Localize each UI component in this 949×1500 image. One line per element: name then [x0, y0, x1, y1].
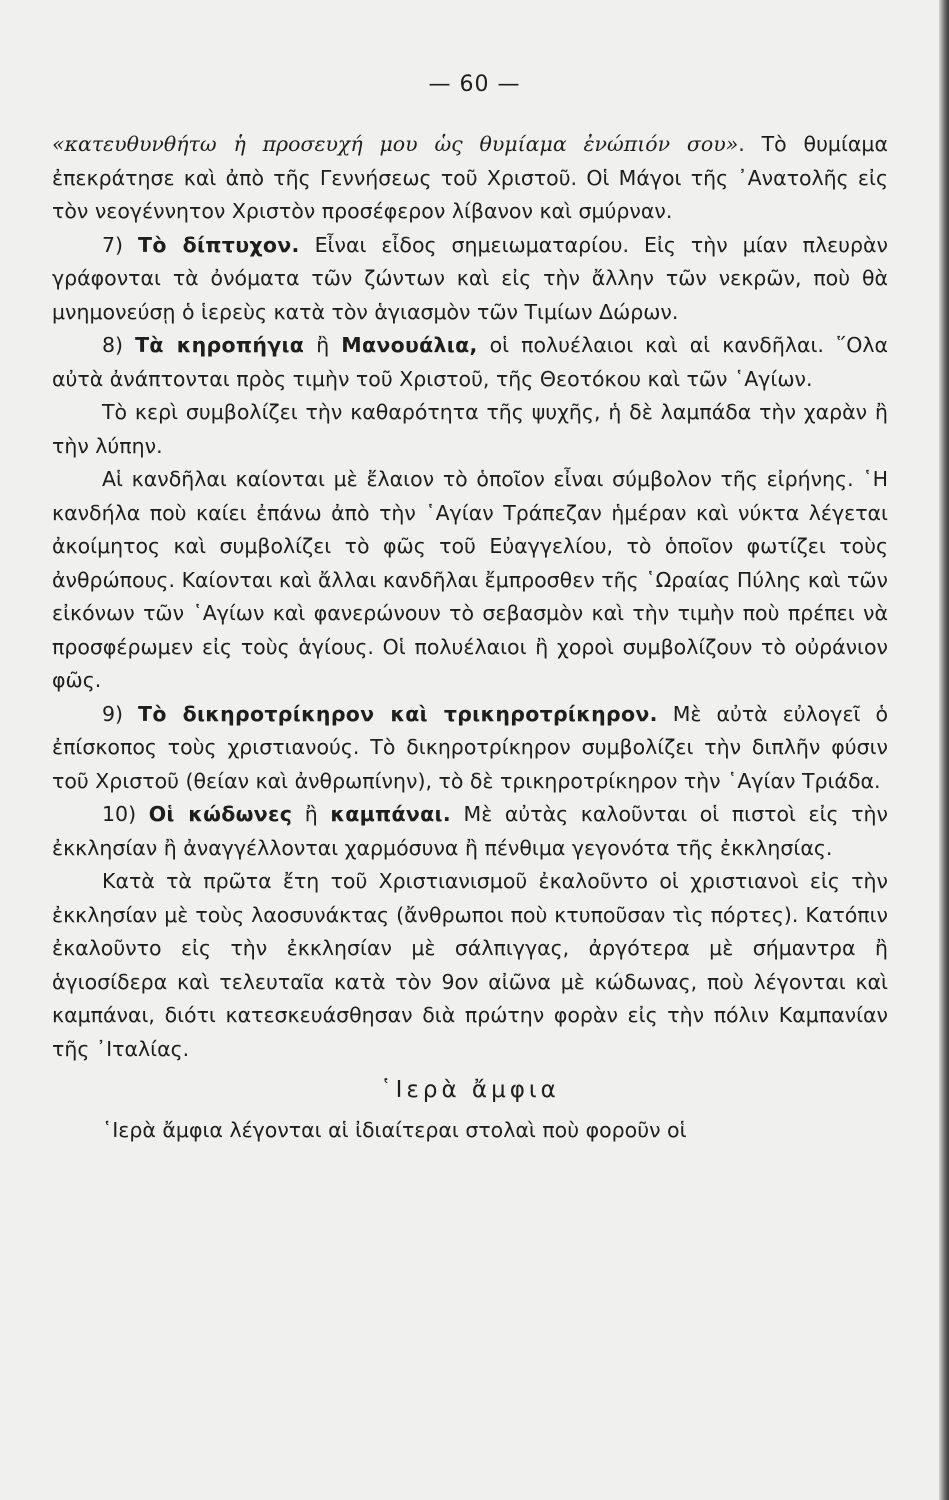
term-candlesticks: Τὰ κηροπήγια — [135, 333, 305, 357]
paragraph-candle: Τὸ κερὶ συμβολίζει τὴν καθαρότητα τῆς ψυχῆς, ἡ δὲ λαμπάδα τὴν χαρὰν ἢ τὴν λύπην. — [52, 400, 888, 458]
paragraph-oil-lamps: Αἱ κανδῆλαι καίονται μὲ ἔλαιον τὸ ὁποῖον εἶναι σύμβολον τῆς εἰρήνης. ῾Η κανδήλα ποὺ καίει ἐπάνω ἀπὸ τὴν ῾Αγίαν Τράπεζαν ἡμέραν καὶ νύκτα λέγεται ἀκοίμητος καὶ συμβολίζει τὸ φῶς τοῦ Εὐαγγελίου, τὸ ὁποῖον φωτίζει τοὺς ἀνθρώπους. Καίονται καὶ ἄλλαι κανδῆλαι ἔμπροσθεν τῆς ῾Ωραίας Πύλης καὶ τῶν εἰκόνων τῶν ῾Αγίων καὶ φανερώνουν τὸ σεβασμὸν καὶ τὴν τιμὴν ποὺ πρέπει νὰ προσφέρωμεν εἰς τοὺς ἁγίους. Οἱ πολυέλαιοι ἢ χοροὶ συμβολίζουν τὸ οὐράνιον φῶς. — [52, 467, 888, 692]
section-heading: ῾Ιερὰ ἄμφια — [380, 1077, 560, 1103]
paragraph-vestments: ῾Ιερὰ ἄμφια λέγονται αἱ ἰδιαίτεραι στολαὶ ποὺ φοροῦν οἱ — [102, 1117, 687, 1142]
paragraph-bells-history: Κατὰ τὰ πρῶτα ἔτη τοῦ Χριστιανισμοῦ ἐκαλοῦντο οἱ χριστιανοὶ εἰς τὴν ἐκκλησίαν μὲ τοὺς λαοσυνάκτας (ἄνθρωποι ποὺ κτυποῦσαν τὶς πόρτες). Κατόπιν ἐκαλοῦντο εἰς τὴν ἐκκλησίαν μὲ σάλπιγγας, ἀργότερα μὲ σήμαντρα ἢ ἁγιοσίδερα καὶ τελευταῖα κατὰ τὸν 9ον αἰῶνα μὲ κώδωνας, ποὺ λέγονται καὶ καμπάναι, διότι κατεσκευάσθησαν διὰ πρώτην φορὰν εἰς τὴν πόλιν Καμπανίαν τῆς ᾿Ιταλίας. — [52, 869, 888, 1061]
paragraph-incense: «κατευθυνθήτω ἡ προσευχή μου ὡς θυμίαμα ἐνώπιόν σου». Τὸ θυμίαμα ἐπεκράτησε καὶ ἀπὸ τῆς Γεννήσεως τοῦ Χριστοῦ. Οἱ Μάγοι τῆς ᾿Ανατολῆς εἰς τὸν νεογέννητον Χριστὸν προσέφερον λίβανον καὶ σμύρναν. — [52, 132, 888, 223]
paragraph-candlesticks: 8) Τὰ κηροπήγια ἢ Μανουάλια, οἱ πολυέλαιοι καὶ αἱ κανδῆλαι. ῞Ολα αὐτὰ ἀνάπτονται πρὸς τιμὴν τοῦ Χριστοῦ, τῆς Θεοτόκου καὶ τῶν ῾Αγίων. — [52, 333, 888, 391]
page-body — [52, 128, 888, 1147]
term-diptych: Τὸ δίπτυχον. — [138, 232, 300, 257]
psalm-quote: «κατευθυνθήτω ἡ προσευχή μου ὡς θυμίαμα ἐνώπιόν σου» — [52, 132, 739, 156]
term-dikirotrikiron: Τὸ δικηροτρίκηρον καὶ τρικηροτρίκηρον. — [138, 701, 658, 726]
paragraph-diptych: 7) Τὸ δίπτυχον. Εἶναι εἶδος σημειωματαρίου. Εἰς τὴν μίαν πλευρὰν γράφονται τὰ ὀνόματα τῶν ζώντων καὶ εἰς τὴν ἄλλην τῶν νεκρῶν, ποὺ θὰ μνημονεύσῃ ὁ ἱερεὺς κατὰ τὸν ἁγιασμὸν τῶν Τιμίων Δώρων. — [52, 232, 889, 324]
paragraph-bells: 10) Οἱ κώδωνες ἢ καμπάναι. Μὲ αὐτὰς καλοῦνται οἱ πιστοὶ εἰς τὴν ἐκκλησίαν ἢ ἀναγγέλλονται χαρμόσυνα ἢ πένθιμα γεγονότα τῆς ἐκκλησίας. — [52, 802, 888, 860]
book-spine-shadow — [939, 0, 949, 1500]
term-kampanai: καμπάναι. — [330, 802, 451, 826]
paragraph-dikirotrikiron: 9) Τὸ δικηροτρίκηρον καὶ τρικηροτρίκηρον. Μὲ αὐτὰ εὐλογεῖ ὁ ἐπίσκοπος τοὺς χριστιανούς. Τὸ δικηροτρίκηρον συμβολίζει τὴν διπλῆν φύσιν τοῦ Χριστοῦ (θείαν καὶ ἀνθρωπίνην), τὸ δὲ τρικηροτρίκηρον τὴν ῾Αγίαν Τριάδα. — [52, 701, 888, 793]
term-bells: Οἱ κώδωνες — [148, 802, 293, 826]
page-number: — 60 — — [428, 72, 521, 97]
term-manoualia: Μανουάλια, — [341, 333, 478, 357]
